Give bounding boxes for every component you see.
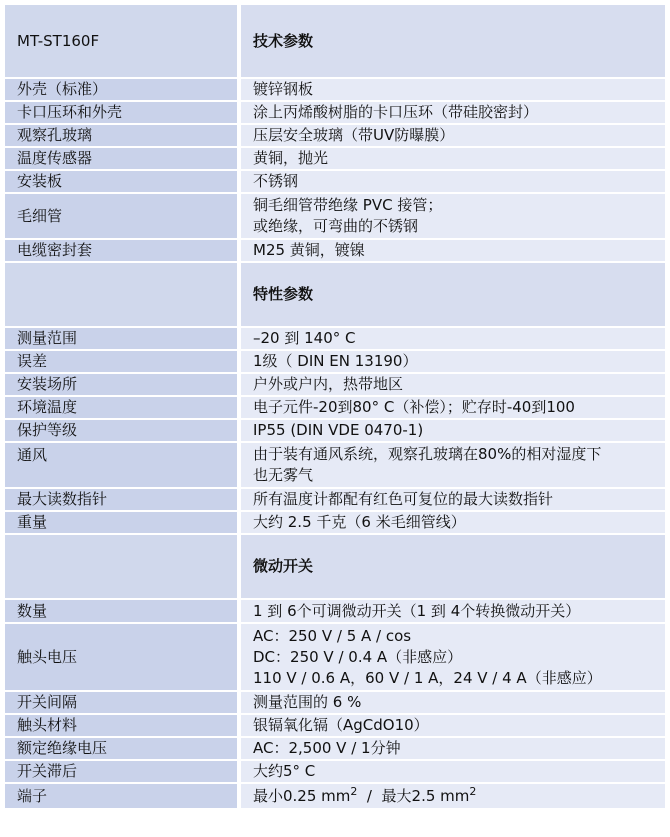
value-line: 由于装有通风系统，观察孔玻璃在80%的相对湿度下 [253,445,602,463]
section-row [5,534,665,599]
row-key: 安装板 [5,170,239,193]
row-key: 开关间隔 [5,691,239,714]
row-key: 开关滞后 [5,760,239,783]
spec-table [5,5,665,810]
row-value: 黄铜，抛光 [239,147,665,170]
row-value: 涂上丙烯酸树脂的卡口压环（带硅胶密封） [239,101,665,124]
row-key: 卡口压环和外壳 [5,101,239,124]
row-key: 触头材料 [5,714,239,737]
section-spacer [5,262,239,327]
table-row [5,599,665,623]
table-row [5,419,665,442]
row-key: 毛细管 [5,193,239,239]
table-row [5,78,665,101]
row-value: –20 到 140° C [239,327,665,350]
table-row [5,623,665,691]
spec-sheet [5,5,670,810]
exponent: 2 [469,784,477,798]
row-value: 大约5° C [239,760,665,783]
table-row [5,442,665,488]
row-value: 银镉氧化镉（AgCdO10） [239,714,665,737]
row-key: 保护等级 [5,419,239,442]
table-row [5,737,665,760]
table-row [5,396,665,419]
table-row [5,124,665,147]
table-row [5,350,665,373]
exponent: 2 [350,784,358,798]
table-row [5,239,665,262]
table-row [5,488,665,511]
row-key: 触头电压 [5,623,239,691]
row-value: 所有温度计都配有红色可复位的最大读数指针 [239,488,665,511]
row-value [239,193,665,239]
row-key: 端子 [5,783,239,809]
value-line: AC：250 V / 5 A / cos [253,626,412,645]
row-value: 户外或户内，热带地区 [239,373,665,396]
row-value: 大约 2.5 千克（6 米毛细管线） [239,511,665,534]
row-value: 测量范围的 6 % [239,691,665,714]
row-key: 安装场所 [5,373,239,396]
table-row [5,373,665,396]
section-spacer [5,534,239,599]
row-value [239,623,665,691]
value-line: DC：250 V / 0.4 A（非感应） [253,647,463,666]
row-value: 镀锌钢板 [239,78,665,101]
row-value: 不锈钢 [239,170,665,193]
table-row [5,783,665,809]
table-row [5,170,665,193]
separator: / [357,786,382,805]
row-key: 外壳（标准） [5,78,239,101]
row-value: IP55 (DIN VDE 0470-1) [239,419,665,442]
row-key: 环境温度 [5,396,239,419]
section-technical-title: 技术参数 [239,5,665,78]
row-value: 电子元件-20到80° C（补偿）；贮存时-40到100 [239,396,665,419]
row-value: 压层安全玻璃（带UV防曝膜） [239,124,665,147]
section-switch-title: 微动开关 [239,534,665,599]
row-value: 1级（ DIN EN 13190） [239,350,665,373]
value-line: 铜毛细管带绝缘 PVC 接管； [253,196,443,214]
row-key: 误差 [5,350,239,373]
table-row [5,147,665,170]
row-value: AC：2,500 V / 1分钟 [239,737,665,760]
row-key: 电缆密封套 [5,239,239,262]
table-row [5,760,665,783]
row-key: 数量 [5,599,239,623]
table-row [5,714,665,737]
row-key: 通风 [5,442,239,488]
row-key: 最大读数指针 [5,488,239,511]
row-value: M25 黄铜，镀镍 [239,239,665,262]
row-key: 观察孔玻璃 [5,124,239,147]
row-value [239,783,665,809]
header-row [5,5,665,78]
terminal-min: 最小0.25 mm [253,786,351,805]
value-line: 110 V / 0.6 A，60 V / 1 A，24 V / 4 A（非感应） [253,668,602,687]
value-line: 也无雾气 [253,466,314,484]
table-row [5,691,665,714]
table-row [5,327,665,350]
row-key: 温度传感器 [5,147,239,170]
table-row [5,193,665,239]
row-key: 额定绝缘电压 [5,737,239,760]
section-row [5,262,665,327]
row-value [239,442,665,488]
table-row [5,101,665,124]
section-characteristics-title: 特性参数 [239,262,665,327]
value-line: 或绝缘，可弯曲的不锈钢 [253,217,419,235]
row-key: 重量 [5,511,239,534]
row-key: 测量范围 [5,327,239,350]
table-row [5,511,665,534]
terminal-max: 最大2.5 mm [381,786,470,805]
model-name: MT-ST160F [5,5,239,78]
row-value: 1 到 6个可调微动开关（1 到 4个转换微动开关） [239,599,665,623]
